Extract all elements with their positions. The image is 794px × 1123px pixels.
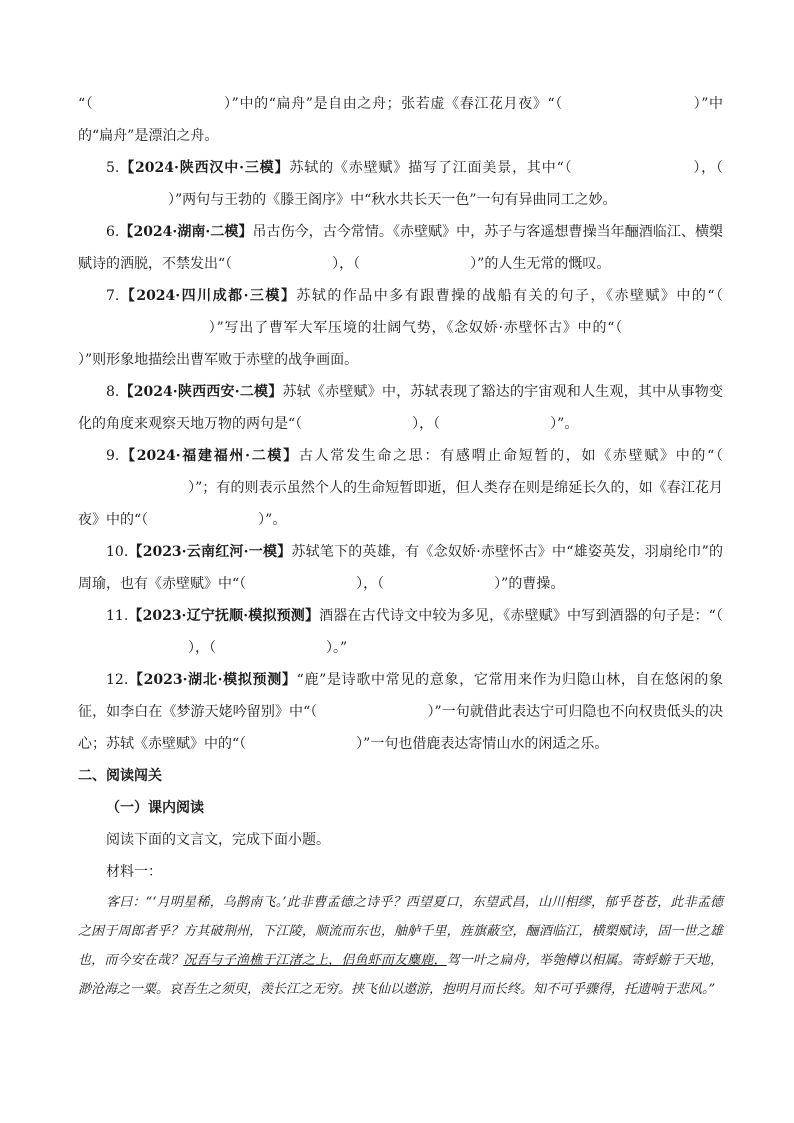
question-7: 7.【2024·四川成都·三模】苏轼的作品中多有跟曹操的战船有关的句子，《赤壁赋》中的“（）”写出了曹军大军压境的壮阔气势，《念奴娇·赤壁怀古》中的“（）”则形象地描绘出曹军败于赤壁的战争画面。 — [78, 288, 724, 368]
subsection-title: （一）课内阅读 — [106, 800, 204, 816]
underlined-sentence: 况吾与子渔樵于江渚之上，侣鱼虾而友麋鹿， — [183, 953, 447, 968]
question-4-continuation: “（ ）”中的“扁舟”是自由之舟；张若虚《春江花月夜》“（ ）”中的“扁舟”是漂泊之舟。 — [78, 96, 723, 144]
question-11: 11.【2023·辽宁抚顺·模拟预测】酒器在古代诗文中较为多见，《赤壁赋》中写到酒器的句子是：“（），（ ）。” — [106, 608, 724, 656]
question-12: 12.【2023·湖北·模拟预测】“鹿”是诗歌中常见的意象，它常用来作为归隐山林，自在悠闲的象征，如李白在《梦游天姥吟留别》中“（ ）”一句就借此表达宁可归隐也不向权贵低头的决心；苏轼《赤壁赋》中的“（ ）”一句也借鹿表达寄情山水的闲适之乐。 — [78, 672, 724, 752]
question-10: 10.【2023·云南红河·一模】苏轼笔下的英雄，有《念奴娇·赤壁怀古》中“雄姿英发，羽扇纶巾”的周瑜，也有《赤壁赋》中“（ ），（ ）”的曹操。 — [78, 544, 723, 592]
reading-instruction: 阅读下面的文言文，完成下面小题。 — [106, 832, 330, 848]
question-8: 8.【2024·陕西西安·二模】苏轼《赤壁赋》中，苏轼表现了豁达的宇宙观和人生观，其中从事物变化的角度来观察天地万物的两句是“（ ），（ ）”。 — [78, 384, 723, 432]
document-page — [78, 88, 723, 1004]
question-6: 6.【2024·湖南·二模】吊古伤今，古今常情。《赤壁赋》中，苏子与客遥想曹操当年酾酒临江、横槊赋诗的洒脱，不禁发出“（ ），（ ）”的人生无常的慨叹。 — [78, 224, 723, 272]
question-5: 5.【2024·陕西汉中·三模】苏轼的《赤壁赋》描写了江面美景，其中“（ ），（）”两句与王勃的《滕王阁序》中“秋水共长天一色”一句有异曲同工之妙。 — [106, 160, 724, 208]
classical-passage: 客曰：“‘月明星稀，乌鹊南飞。’此非曹孟德之诗乎？西望夏口，东望武昌，山川相缪，郁乎苍苍，此非孟德之困于周郎者乎？方其破荆州，下江陵，顺流而东也，舳舻千里，旌旗蔽空，酾酒临江，横槊赋诗，固一世之雄也，而今安在哉？况吾与子渔樵于江渚之上，侣鱼虾而友麋鹿，驾一叶之扁舟，举匏樽以相属。寄蜉蝣于天地，渺沧海之一粟。哀吾生之须臾，羡长江之无穷。挟飞仙以遨游，抱明月而长终。知不可乎骤得，托遗响于悲风。” — [78, 895, 723, 997]
material-label: 材料一： — [106, 864, 162, 880]
question-9: 9.【2024·福建福州·二模】古人常发生命之思：有感喟止命短暂的，如《赤壁赋》中的“（）”；有的则表示虽然个人的生命短暂即逝，但人类存在则是绵延长久的，如《春江花月夜》中的“（ ）”。 — [78, 448, 724, 528]
section-title: 二、阅读闯关 — [78, 768, 162, 784]
